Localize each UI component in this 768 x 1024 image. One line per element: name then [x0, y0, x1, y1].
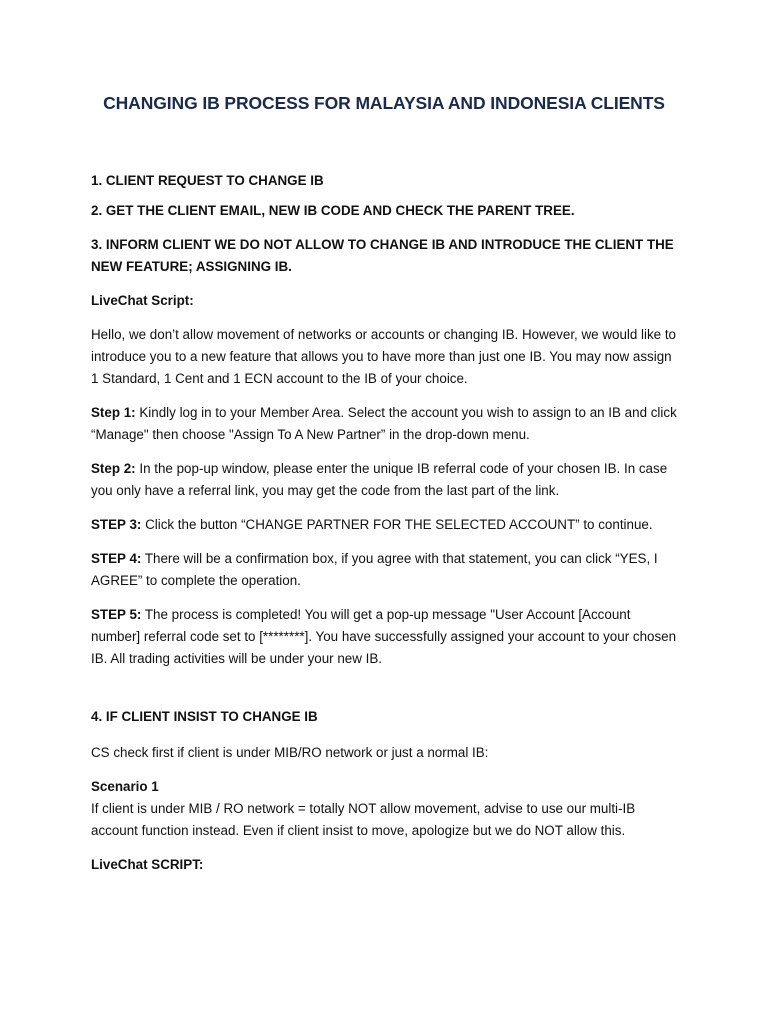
- livechat-script-label-2: LiveChat SCRIPT:: [91, 857, 204, 872]
- document-body: [91, 170, 681, 876]
- step-1-label: Step 1:: [91, 405, 136, 420]
- step-5-text: The process is completed! You will get a pop-up message "User Account [Account number] referral code set to [********]. You have successfully assigned your account to your chosen IB. All trading activities will be under your new IB.: [91, 607, 677, 666]
- step-1-paragraph: [91, 402, 681, 446]
- step-3-paragraph: [91, 514, 681, 536]
- step-2-paragraph: [91, 458, 681, 502]
- section-1-heading: 1. CLIENT REQUEST TO CHANGE IB: [91, 173, 324, 188]
- step-5-label: STEP 5:: [91, 607, 142, 622]
- intro-paragraph: Hello, we don’t allow movement of networks or accounts or changing IB. However, we would like to introduce you to a new feature that allows you to have more than just one IB. You may now assign 1 Standard, 1 Cent and 1 ECN account to the IB of your choice.: [91, 327, 677, 386]
- step-4-text: There will be a confirmation box, if you agree with that statement, you can click “YES, I AGREE” to complete the operation.: [91, 551, 658, 588]
- scenario-1-heading: Scenario 1: [91, 779, 159, 794]
- step-2-text: In the pop-up window, please enter the unique IB referral code of your chosen IB. In case you only have a referral link, you may get the code from the last part of the link.: [91, 461, 668, 498]
- step-2-label: Step 2:: [91, 461, 136, 476]
- section-4-heading: 4. IF CLIENT INSIST TO CHANGE IB: [91, 709, 318, 724]
- step-4-label: STEP 4:: [91, 551, 142, 566]
- scenario-1-text: If client is under MIB / RO network = totally NOT allow movement, advise to use our multi-IB account function instead. Even if client insist to move, apologize but we do NOT allow this.: [91, 801, 636, 838]
- step-3-label: STEP 3:: [91, 517, 142, 532]
- step-5-paragraph: [91, 604, 681, 670]
- step-1-text: Kindly log in to your Member Area. Select the account you wish to assign to an IB and click “Manage" then choose "Assign To A New Partner” in the drop-down menu.: [91, 405, 677, 442]
- cs-check-paragraph: CS check first if client is under MIB/RO network or just a normal IB:: [91, 745, 489, 760]
- document-title: CHANGING IB PROCESS FOR MALAYSIA AND INDONESIA CLIENTS: [103, 93, 665, 113]
- section-3-heading: 3. INFORM CLIENT WE DO NOT ALLOW TO CHANGE IB AND INTRODUCE THE CLIENT THE NEW FEATURE; ASSIGNING IB.: [91, 237, 674, 274]
- step-4-paragraph: [91, 548, 681, 592]
- livechat-script-label: LiveChat Script:: [91, 293, 194, 308]
- section-2-heading: 2. GET THE CLIENT EMAIL, NEW IB CODE AND CHECK THE PARENT TREE.: [91, 203, 575, 218]
- step-3-text: Click the button “CHANGE PARTNER FOR THE SELECTED ACCOUNT” to continue.: [141, 517, 653, 532]
